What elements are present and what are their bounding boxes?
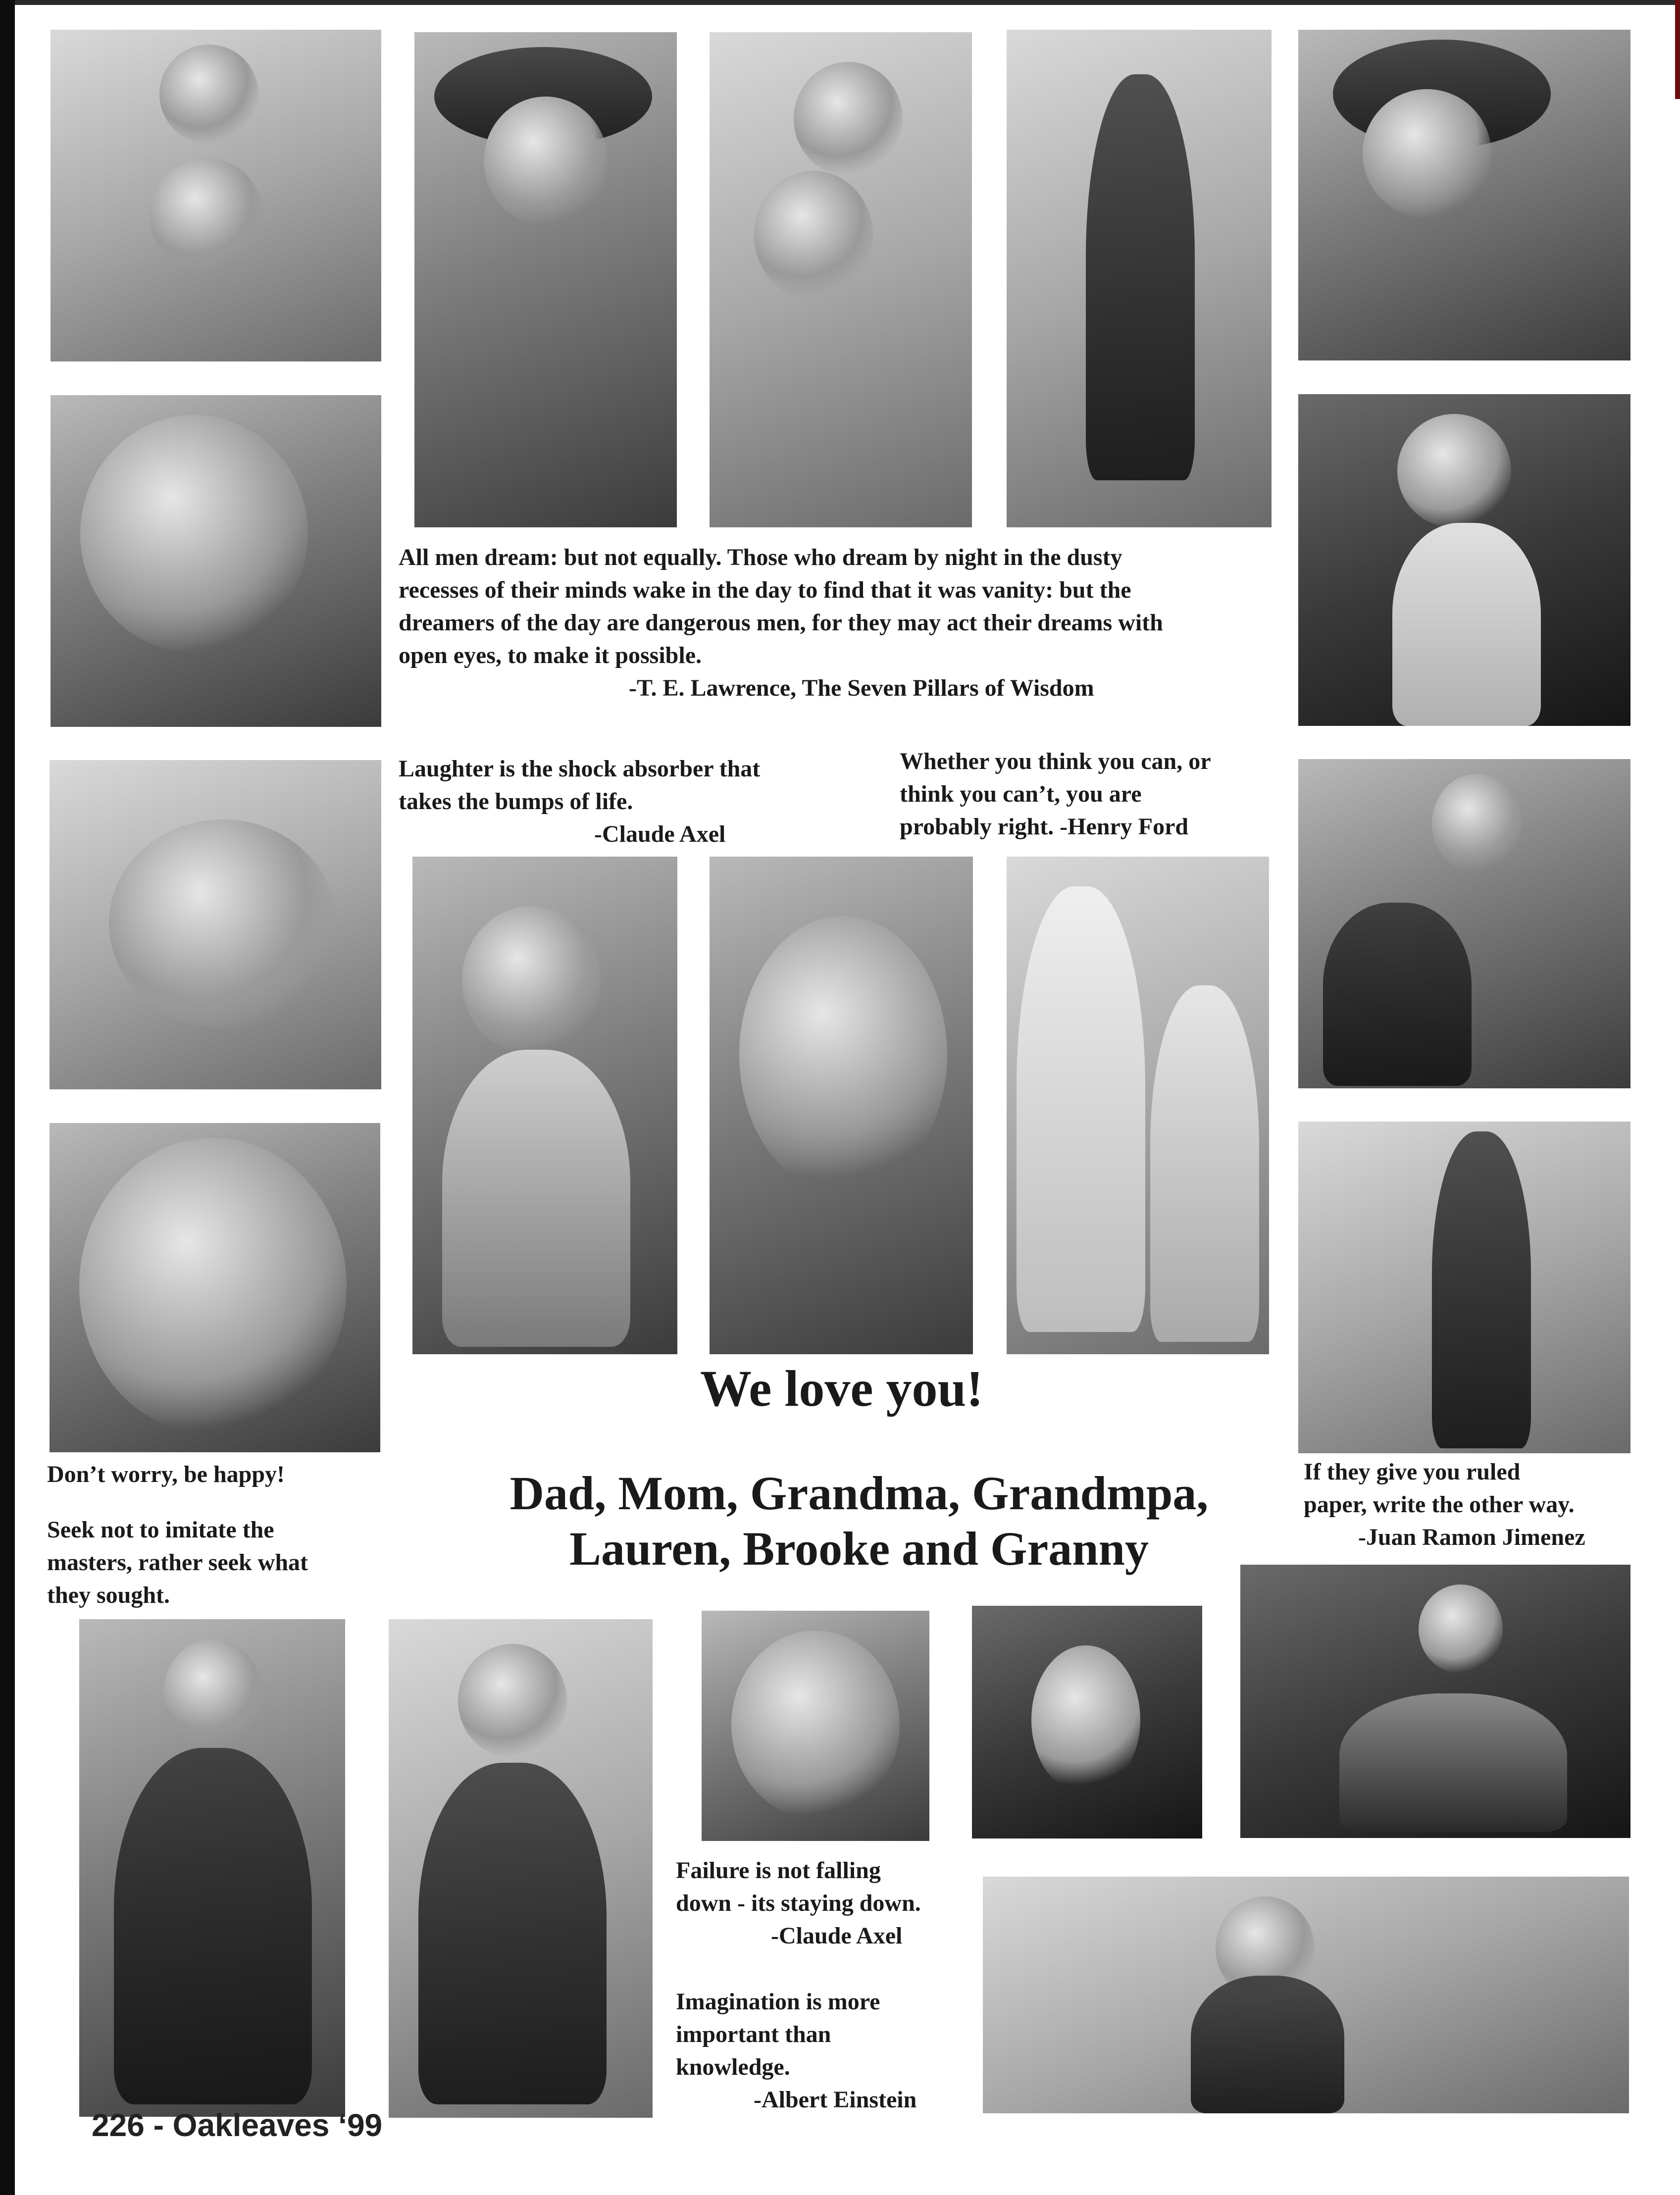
photo-toddler-portrait (710, 857, 973, 1354)
message-signoff-line: Lauren, Brooke and Granny (569, 1522, 1149, 1575)
photo-bearded-figure (972, 1606, 1202, 1838)
quote-axel-failure-line: Failure is not falling (676, 1857, 881, 1884)
quote-lawrence-line: dreamers of the day are dangerous men, for they may act their dreams with (399, 610, 1163, 636)
quote-axel-failure-line: down - its staying down. (676, 1890, 921, 1916)
quote-masters-line: masters, rather seek what (47, 1549, 308, 1576)
quote-jimenez-line: If they give you ruled (1304, 1459, 1521, 1485)
quote-axel-failure (676, 1854, 993, 1952)
photo-superman-costume (79, 1619, 345, 2117)
photo-hiker-backpack (1298, 1122, 1630, 1453)
message-signoff (431, 1466, 1287, 1577)
page-number-label: 226 - Oakleaves ‘99 (92, 2107, 383, 2143)
quote-masters-line: Seek not to imitate the (47, 1517, 274, 1543)
quote-axel-failure-attribution: -Claude Axel (771, 1923, 903, 1949)
page-edge-top (0, 0, 1680, 5)
photo-baby-sleeping (50, 760, 381, 1089)
quote-einstein-line: Imagination is more (676, 1989, 880, 2015)
photo-boy-arms-up (1298, 394, 1630, 726)
quote-masters-line: they sought. (47, 1582, 170, 1608)
photo-toddler-jacket (389, 1619, 653, 2118)
page-edge-right (1675, 0, 1680, 99)
quote-axel-laughter-line: Laughter is the shock absorber that (399, 756, 761, 782)
photo-father-baby-shoulders (51, 30, 381, 361)
photo-teen-landscape (983, 1877, 1629, 2113)
quote-jimenez-attribution: -Juan Ramon Jimenez (1358, 1524, 1585, 1550)
quote-lawrence-line: open eyes, to make it possible. (399, 642, 702, 668)
quote-lawrence-line: recesses of their minds wake in the day to find that it was vanity: but the (399, 577, 1131, 603)
quote-masters (47, 1514, 404, 1612)
quote-lawrence-attribution: -T. E. Lawrence, The Seven Pillars of Wisdom (629, 675, 1094, 701)
photo-pirate-costume (414, 32, 677, 527)
message-love: We love you! (700, 1360, 983, 1417)
photo-baby-smiling (51, 395, 381, 727)
photo-boy-horse (1240, 1565, 1630, 1838)
photo-baby-frown (50, 1123, 380, 1452)
photo-toddler-cowboy-hat (1298, 30, 1630, 360)
photo-toddler-walking-beach (1007, 30, 1272, 527)
photo-knight-armor (412, 857, 677, 1354)
message-signoff-line: Dad, Mom, Grandma, Grandmpa, (509, 1467, 1209, 1520)
quote-axel-laughter-line: takes the bumps of life. (399, 788, 633, 815)
quote-jimenez (1304, 1456, 1650, 1554)
quote-ford-line: Whether you think you can, or (900, 748, 1211, 774)
quote-einstein-line: important than (676, 2021, 831, 2047)
photo-mother-baby (710, 32, 972, 527)
quote-lawrence-line: All men dream: but not equally. Those who dream by night in the dusty (399, 544, 1122, 570)
page-edge-left (0, 0, 15, 2195)
quote-lawrence (399, 541, 1305, 705)
photo-mother-son-walking (1007, 857, 1269, 1354)
quote-ford-line: probably right. -Henry Ford (900, 814, 1189, 840)
quote-axel-laughter (399, 753, 824, 851)
quote-jimenez-line: paper, write the other way. (1304, 1491, 1575, 1518)
quote-ford (900, 745, 1286, 843)
photo-grandma-dog-boy (1298, 759, 1630, 1088)
quote-axel-laughter-attribution: -Claude Axel (594, 821, 726, 847)
quote-happy: Don’t worry, be happy! (47, 1461, 285, 1487)
photo-baby-grin (702, 1611, 929, 1841)
quote-einstein-attribution: -Albert Einstein (754, 2087, 917, 2113)
quote-ford-line: think you can’t, you are (900, 781, 1142, 807)
quote-einstein-line: knowledge. (676, 2054, 790, 2080)
quote-einstein (676, 1986, 983, 2116)
